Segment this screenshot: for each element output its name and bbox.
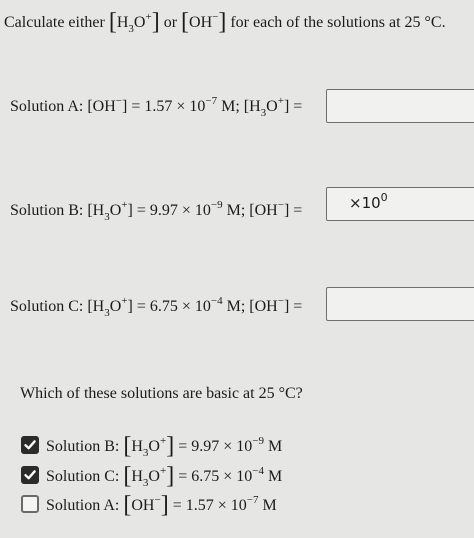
solution-c-answer-input[interactable]	[326, 287, 474, 321]
solution-b-answer-value: $\times 10^0$	[349, 191, 388, 212]
option-solution-b-label[interactable]: Solution B: $[H_3O^+] = 9.97 \times 10^{-9}$ M	[46, 433, 283, 459]
option-solution-c-checkbox[interactable]	[21, 466, 39, 484]
basic-question: Which of these solutions are basic at 25 °C?	[20, 385, 303, 402]
solution-a-prompt: Solution A: $[OH^-] = 1.57 \times 10^{-7}$ M; $[H_3O^+]$ =	[10, 95, 303, 119]
option-solution-a-checkbox[interactable]	[21, 495, 39, 513]
option-solution-a-label[interactable]: Solution A: $[OH^-] = 1.57 \times 10^{-7}$ M	[46, 492, 277, 518]
question-intro: Calculate either $[H_3O^+]$ or [OH−] for each of the solutions at 25 °C.	[4, 9, 446, 35]
option-solution-b-checkbox[interactable]	[21, 436, 39, 454]
solution-a-answer-input[interactable]	[326, 89, 474, 123]
solution-b-prompt: Solution B: $[H_3O^+] = 9.97 \times 10^{-9}$ M; [OH−] =	[10, 199, 303, 223]
solution-c-prompt: Solution C: $[H_3O^+] = 6.75 \times 10^{-4}$ M; [OH−] =	[10, 295, 303, 319]
solution-b-answer-input[interactable]	[326, 187, 474, 221]
checkmark-icon	[23, 468, 37, 482]
checkmark-icon	[23, 438, 37, 452]
option-solution-c-label[interactable]: Solution C: $[H_3O^+] = 6.75 \times 10^{-4}$ M	[46, 463, 283, 489]
